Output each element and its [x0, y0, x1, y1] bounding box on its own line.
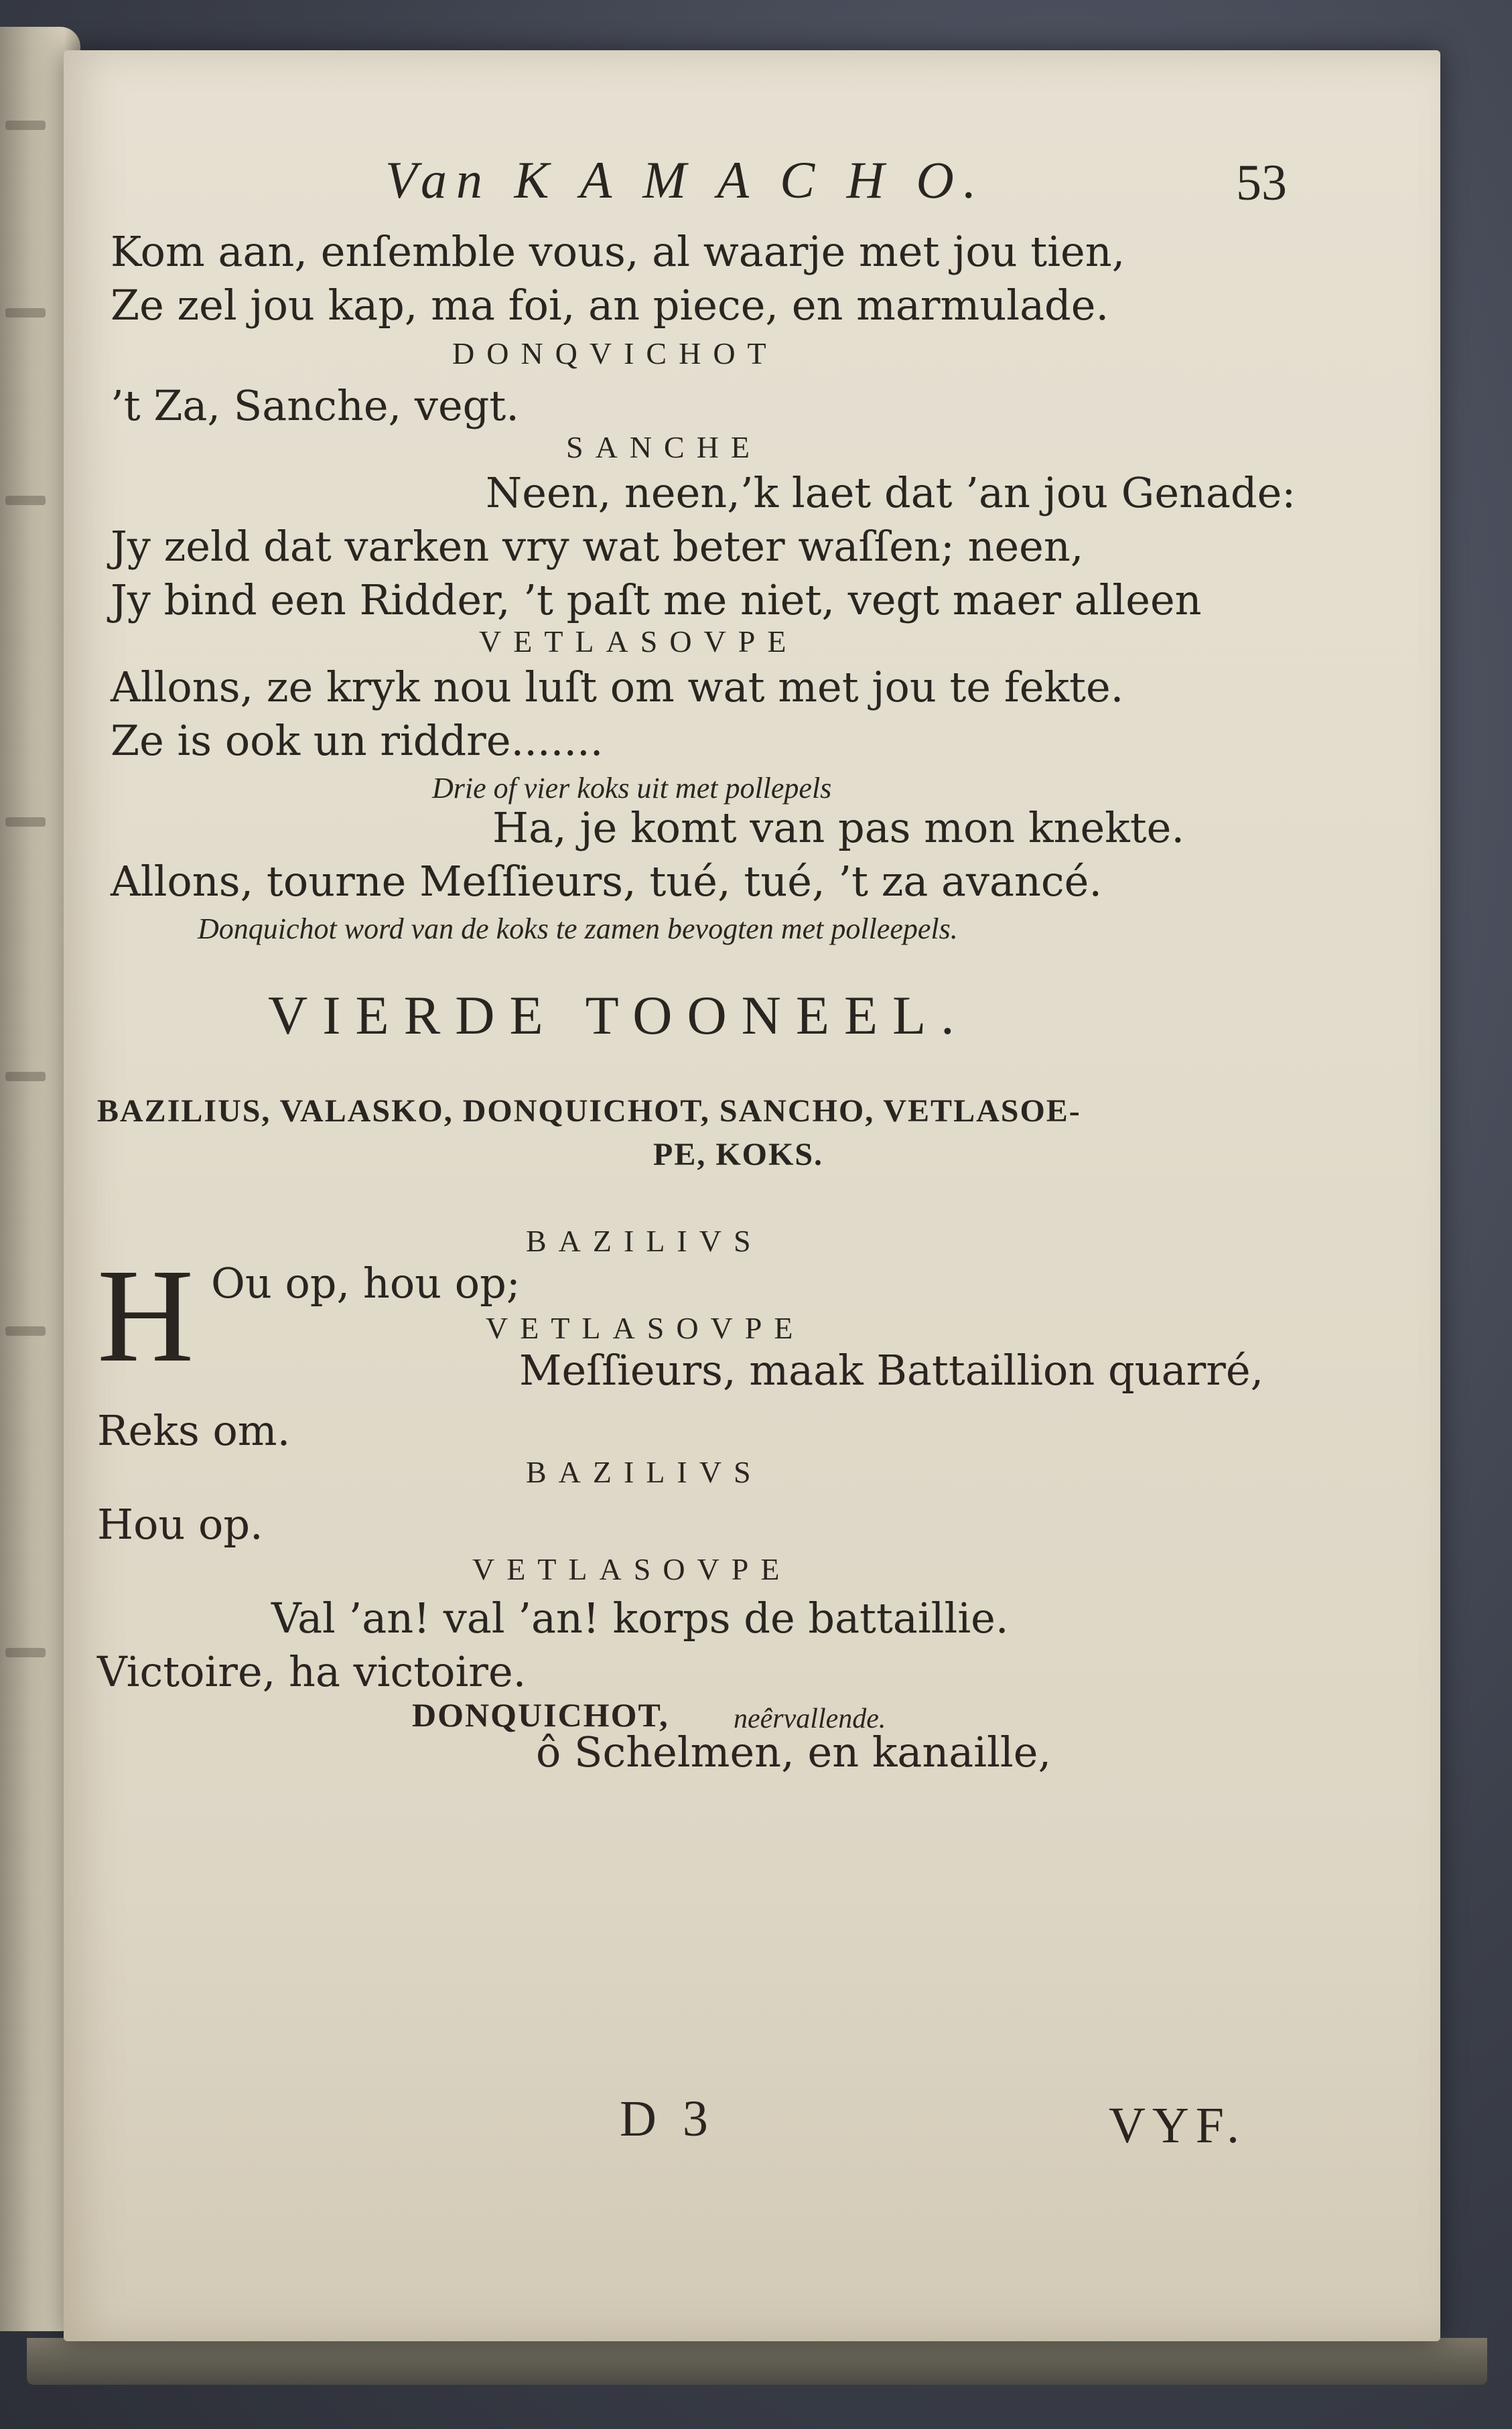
running-head: Van K A M A C H O.: [385, 151, 986, 209]
drop-capital: H: [97, 1242, 194, 1390]
bleed-through-mark: [5, 308, 46, 318]
verse-line: Ze is ook un riddre.......: [111, 716, 604, 765]
verse-line: Reks om.: [97, 1406, 291, 1455]
bleed-through-mark: [5, 121, 46, 130]
verse-line: Ze zel jou kap, ma foi, an piece, en marmulade.: [111, 281, 1109, 330]
speaker-name: VETLASOVPE: [472, 1552, 792, 1586]
speaker-name: BAZILIVS: [526, 1224, 763, 1258]
speaker-name: VETLASOVPE: [479, 624, 799, 658]
speaker-name: DONQUICHOT,: [412, 1696, 669, 1734]
verse-line: Ha, je komt van pas mon knekte.: [492, 803, 1185, 852]
stage-direction: neêrvallende.: [734, 1704, 886, 1734]
catchword: VYF.: [1109, 2097, 1246, 2154]
page-text: [64, 50, 1440, 2341]
verse-line: Neen, neen,’k laet dat ’an jou Genade:: [486, 468, 1296, 517]
bleed-through-mark: [5, 496, 46, 505]
verse-line: Ou op, hou op;: [211, 1259, 521, 1308]
speaker-name: VETLASOVPE: [486, 1311, 805, 1345]
bleed-through-mark: [5, 1326, 46, 1336]
verse-line: Meſſieurs, maak Battaillion quarré,: [519, 1346, 1264, 1395]
verse-line: Allons, ze kryk nou luſt om wat met jou te fekte.: [111, 663, 1124, 711]
cast-list: PE, KOKS.: [653, 1137, 824, 1172]
verse-line: Val ’an! val ’an! korps de battaillie.: [271, 1594, 1009, 1643]
verse-line: Jy zeld dat varken vry wat beter waſſen; neen,: [111, 522, 1084, 571]
verse-line: Kom aan, enſemble vous, al waarje met jou tien,: [111, 227, 1125, 276]
speaker-name: BAZILIVS: [526, 1455, 763, 1489]
stage-direction: Drie of vier koks uit met pollepels: [432, 772, 832, 805]
verse-line: ô Schelmen, en kanaille,: [536, 1728, 1052, 1777]
verse-line: Hou op.: [97, 1500, 263, 1549]
signature-mark: D 3: [620, 2091, 715, 2147]
verse-line: Jy bind een Ridder, ’t paſt me niet, vegt maer alleen: [111, 575, 1202, 624]
bleed-through-mark: [5, 1072, 46, 1081]
book-page: [64, 50, 1440, 2341]
bleed-through-mark: [5, 1648, 46, 1657]
verse-line: ’t Za, Sanche, vegt.: [111, 381, 519, 430]
verse-line: Allons, tourne Meſſieurs, tué, tué, ’t za avancé.: [111, 857, 1103, 906]
stage-direction: Donquichot word van de koks te zamen bevogten met polleepels.: [198, 912, 958, 945]
cast-list: BAZILIUS, VALASKO, DONQUICHOT, SANCHO, VETLASOE-: [97, 1093, 1081, 1129]
speaker-name: SANCHE: [566, 430, 762, 464]
speaker-name: DONQVICHOT: [452, 336, 778, 370]
scene-title: VIERDE TOONEEL.: [268, 985, 969, 1046]
verse-line: Victoire, ha victoire.: [97, 1647, 527, 1696]
bleed-through-mark: [5, 817, 46, 827]
book-bottom-edge: [27, 2338, 1487, 2385]
page-number: 53: [1236, 155, 1287, 211]
